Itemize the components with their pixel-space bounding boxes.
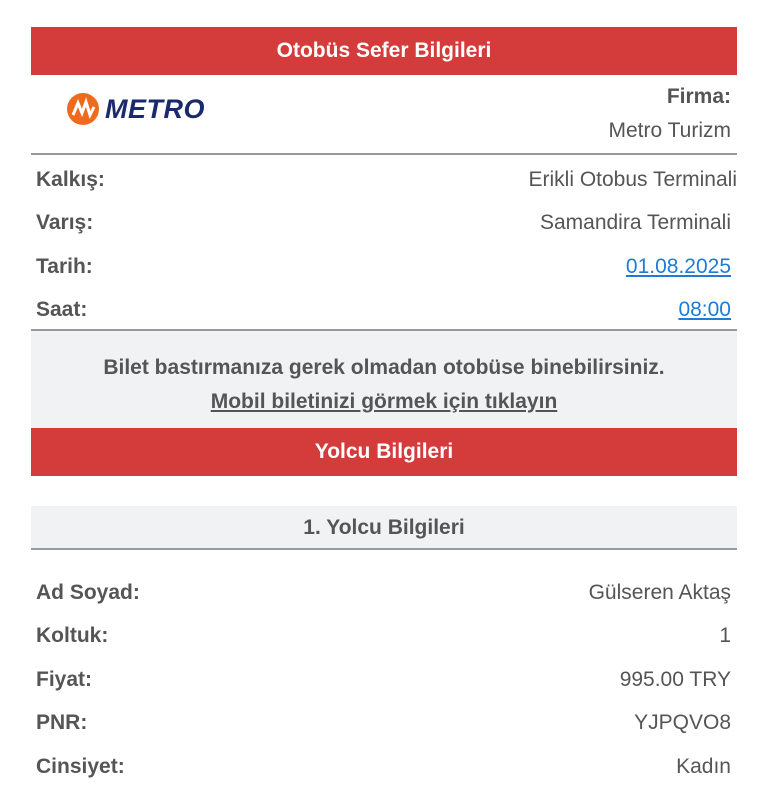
mobile-ticket-link[interactable]: Mobil biletinizi görmek için tıklayın bbox=[210, 390, 558, 413]
tarih-label: Tarih: bbox=[36, 254, 93, 278]
ad-soyad-label: Ad Soyad: bbox=[36, 580, 140, 604]
company-info bbox=[608, 85, 731, 153]
trip-header: Otobüs Sefer Bilgileri bbox=[31, 27, 737, 75]
pnr-row bbox=[31, 702, 737, 746]
ad-soyad-row bbox=[31, 571, 737, 615]
metro-logo-icon bbox=[67, 93, 99, 125]
kalkis-row bbox=[31, 158, 737, 202]
firma-value: Metro Turizm bbox=[608, 119, 731, 142]
fiyat-label: Fiyat: bbox=[36, 667, 93, 691]
saat-row bbox=[31, 289, 737, 333]
pnr-label: PNR: bbox=[36, 711, 88, 735]
metro-logo-text: METRO bbox=[105, 93, 205, 124]
passenger-header: Yolcu Bilgileri bbox=[31, 428, 737, 476]
pnr-value: YJPQVO8 bbox=[634, 711, 731, 735]
ad-soyad-value: Gülseren Aktaş bbox=[588, 580, 731, 604]
cinsiyet-label: Cinsiyet: bbox=[36, 754, 125, 778]
cinsiyet-row bbox=[31, 745, 737, 789]
metro-logo bbox=[67, 93, 205, 125]
koltuk-value: 1 bbox=[719, 624, 731, 648]
passenger-subheader: 1. Yolcu Bilgileri bbox=[31, 506, 737, 550]
notice-text: Bilet bastırmanıza gerek olmadan otobüse binebilirsiniz. bbox=[103, 356, 665, 379]
varis-label: Varış: bbox=[36, 211, 94, 235]
fiyat-row bbox=[31, 658, 737, 702]
varis-row bbox=[31, 202, 737, 246]
koltuk-row bbox=[31, 615, 737, 659]
company-row bbox=[31, 75, 737, 155]
cinsiyet-value: Kadın bbox=[676, 754, 731, 778]
tarih-link[interactable]: 01.08.2025 bbox=[625, 254, 731, 278]
koltuk-label: Koltuk: bbox=[36, 624, 109, 648]
saat-link[interactable]: 08:00 bbox=[678, 298, 731, 322]
firma-label: Firma: bbox=[666, 85, 731, 108]
fiyat-value: 995.00 TRY bbox=[619, 667, 731, 691]
tarih-row bbox=[31, 245, 737, 289]
trip-details bbox=[31, 155, 737, 331]
notice-box bbox=[31, 331, 737, 428]
passenger-details bbox=[31, 550, 737, 789]
saat-label: Saat: bbox=[36, 298, 88, 322]
kalkis-label: Kalkış: bbox=[36, 167, 105, 191]
trip-section bbox=[31, 27, 737, 789]
varis-value: Samandira Terminali bbox=[539, 211, 731, 235]
kalkis-value: Erikli Otobus Terminali bbox=[528, 167, 737, 191]
